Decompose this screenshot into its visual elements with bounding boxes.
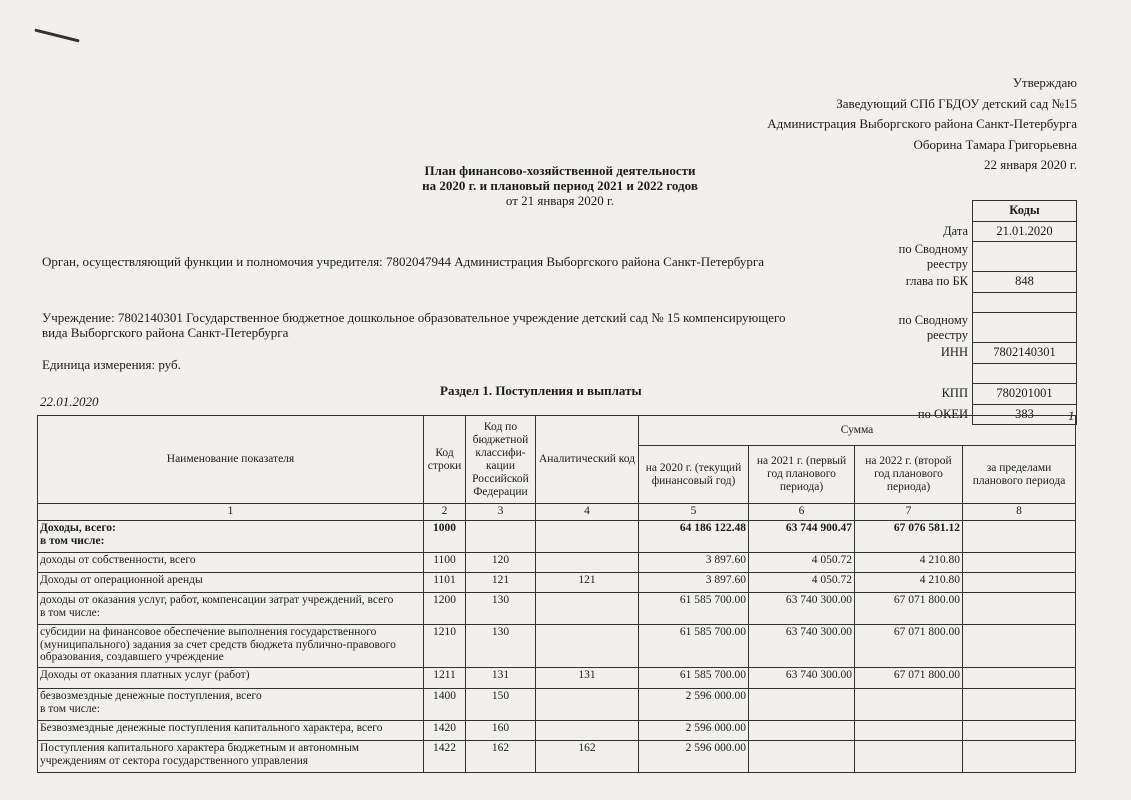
- col-num: 6: [749, 504, 855, 521]
- row-budget-code: 150: [466, 689, 536, 721]
- code-value: [973, 292, 1077, 313]
- row-analytic-code: [536, 689, 639, 721]
- row-value-beyond: [963, 741, 1076, 773]
- approval-line: Заведующий СПб ГБДОУ детский сад №15: [836, 95, 1077, 111]
- pen-mark: [34, 28, 79, 42]
- row-value-2021: 63 740 300.00: [749, 625, 855, 668]
- table-row: [38, 689, 1076, 721]
- row-line-code: 1210: [424, 625, 466, 668]
- row-value-2020: 64 186 122.48: [639, 521, 749, 553]
- row-name: Доходы от операционной аренды: [38, 573, 424, 593]
- row-name: безвозмездные денежные поступления, всего в том числе:: [38, 689, 424, 721]
- row-value-2021: 63 744 900.47: [749, 521, 855, 553]
- row-budget-code: 121: [466, 573, 536, 593]
- row-value-2022: [855, 741, 963, 773]
- row-value-2020: 61 585 700.00: [639, 668, 749, 689]
- header-analytic-code: Аналитический код: [536, 416, 639, 504]
- row-name: Поступления капитального характера бюджетным и автономным учреждениям от сектора государственного управления: [38, 741, 424, 773]
- row-value-2022: 4 210.80: [855, 573, 963, 593]
- code-label: глава по БК: [905, 274, 968, 289]
- title-line: План финансово-хозяйственной деятельности: [424, 163, 696, 178]
- header-sum: Сумма: [639, 416, 1076, 446]
- row-budget-code: 162: [466, 741, 536, 773]
- row-value-2021: 4 050.72: [749, 573, 855, 593]
- row-line-code: 1101: [424, 573, 466, 593]
- row-value-2021: 4 050.72: [749, 553, 855, 573]
- row-value-2020: 3 897.60: [639, 573, 749, 593]
- table-row: [38, 573, 1076, 593]
- code-value: 21.01.2020: [973, 221, 1077, 242]
- codes-header: Коды: [973, 201, 1077, 222]
- row-value-2022: 67 071 800.00: [855, 625, 963, 668]
- header-2022: на 2022 г. (второй год планового периода): [855, 446, 963, 504]
- row-value-2022: 67 071 800.00: [855, 593, 963, 625]
- approval-line: Утверждаю: [1012, 75, 1077, 90]
- approval-block: [767, 73, 1077, 176]
- table-body: [38, 521, 1076, 773]
- row-budget-code: 130: [466, 593, 536, 625]
- row-value-2020: 2 596 000.00: [639, 689, 749, 721]
- code-value: 780201001: [973, 384, 1077, 405]
- header-name: Наименование показателя: [38, 416, 424, 504]
- row-name: Доходы, всего: в том числе:: [38, 521, 424, 553]
- row-name: Безвозмездные денежные поступления капитального характера, всего: [38, 721, 424, 741]
- header-line-code: Код строки: [424, 416, 466, 504]
- row-value-2020: 2 596 000.00: [639, 741, 749, 773]
- row-name: доходы от оказания услуг, работ, компенсации затрат учреждений, всего в том числе:: [38, 593, 424, 625]
- row-analytic-code: [536, 593, 639, 625]
- institution-text: вида Выборгского района Санкт-Петербурга: [42, 325, 289, 340]
- code-label: по Сводному реестру: [898, 312, 968, 342]
- row-value-beyond: [963, 625, 1076, 668]
- row-analytic-code: [536, 521, 639, 553]
- code-label: [870, 363, 973, 384]
- approval-line: 22 января 2020 г.: [983, 157, 1077, 172]
- column-number-row: [38, 504, 1076, 521]
- col-num: 8: [963, 504, 1076, 521]
- row-analytic-code: [536, 625, 639, 668]
- col-num: 5: [639, 504, 749, 521]
- row-line-code: 1211: [424, 668, 466, 689]
- table-row: [38, 593, 1076, 625]
- row-name: доходы от собственности, всего: [38, 553, 424, 573]
- header-beyond: за пределами планового периода: [963, 446, 1076, 504]
- title-line: на 2020 г. и плановый период 2021 и 2022 годов: [422, 178, 698, 193]
- row-analytic-code: 162: [536, 741, 639, 773]
- code-label: ИНН: [940, 345, 968, 360]
- document-title: [330, 163, 790, 208]
- print-date: 22.01.2020: [40, 394, 99, 409]
- row-value-beyond: [963, 721, 1076, 741]
- col-num: 1: [38, 504, 424, 521]
- table-row: [38, 625, 1076, 668]
- header-2020: на 2020 г. (текущий финансовый год): [639, 446, 749, 504]
- section-title: Раздел 1. Поступления и выплаты: [440, 383, 642, 398]
- row-analytic-code: [536, 721, 639, 741]
- row-analytic-code: [536, 553, 639, 573]
- row-value-2022: 67 076 581.12: [855, 521, 963, 553]
- row-value-2020: 61 585 700.00: [639, 625, 749, 668]
- page-number: 1: [1068, 408, 1075, 423]
- code-value: [973, 242, 1077, 272]
- founder-line: Орган, осуществляющий функции и полномочия учредителя: 7802047944 Администрация Выборгского района Санкт-Петербурга: [42, 254, 765, 269]
- code-label: [870, 292, 973, 313]
- row-line-code: 1422: [424, 741, 466, 773]
- row-name: Доходы от оказания платных услуг (работ): [38, 668, 424, 689]
- row-value-beyond: [963, 521, 1076, 553]
- row-line-code: 1100: [424, 553, 466, 573]
- table-row: [38, 668, 1076, 689]
- table-row: [38, 741, 1076, 773]
- col-num: 2: [424, 504, 466, 521]
- table-row: [38, 521, 1076, 553]
- unit-line: Единица измерения: руб.: [42, 357, 181, 372]
- row-value-beyond: [963, 573, 1076, 593]
- approval-line: Администрация Выборгского района Санкт-Петербурга: [767, 116, 1077, 131]
- row-value-2022: [855, 689, 963, 721]
- row-value-2022: 4 210.80: [855, 553, 963, 573]
- col-num: 7: [855, 504, 963, 521]
- row-value-2021: 63 740 300.00: [749, 668, 855, 689]
- row-value-2021: [749, 689, 855, 721]
- code-value: [973, 313, 1077, 343]
- title-date: от 21 января 2020 г.: [505, 193, 615, 208]
- row-value-2022: [855, 721, 963, 741]
- row-budget-code: 131: [466, 668, 536, 689]
- row-budget-code: 120: [466, 553, 536, 573]
- code-label: КПП: [941, 386, 968, 401]
- row-value-beyond: [963, 689, 1076, 721]
- code-value: [973, 363, 1077, 384]
- row-name: субсидии на финансовое обеспечение выполнения государственного (муниципального) задания за счет средств бюджета публично-правового образования, создавшего учреждение: [38, 625, 424, 668]
- header-2021: на 2021 г. (первый год планового периода): [749, 446, 855, 504]
- row-analytic-code: 131: [536, 668, 639, 689]
- table-row: [38, 721, 1076, 741]
- row-budget-code: 160: [466, 721, 536, 741]
- row-value-2021: 63 740 300.00: [749, 593, 855, 625]
- approval-line: Оборина Тамара Григорьевна: [913, 136, 1077, 152]
- row-value-2020: 61 585 700.00: [639, 593, 749, 625]
- row-value-2021: [749, 741, 855, 773]
- row-value-beyond: [963, 668, 1076, 689]
- row-analytic-code: 121: [536, 573, 639, 593]
- row-value-2020: 3 897.60: [639, 553, 749, 573]
- row-value-beyond: [963, 553, 1076, 573]
- col-num: 3: [466, 504, 536, 521]
- code-value: 848: [973, 272, 1077, 293]
- codes-table: [870, 200, 1077, 425]
- row-line-code: 1420: [424, 721, 466, 741]
- row-value-2022: 67 071 800.00: [855, 668, 963, 689]
- row-line-code: 1000: [424, 521, 466, 553]
- institution-line: [42, 310, 842, 340]
- row-value-2021: [749, 721, 855, 741]
- row-value-beyond: [963, 593, 1076, 625]
- code-label: по ОКЕИ: [917, 406, 968, 421]
- row-line-code: 1400: [424, 689, 466, 721]
- institution-text: Учреждение: 7802140301 Государственное бюджетное дошкольное образовательное учреждение детский сад № 15 компенсирующего: [42, 310, 786, 325]
- code-label: Дата: [943, 223, 968, 238]
- table-row: [38, 553, 1076, 573]
- row-line-code: 1200: [424, 593, 466, 625]
- header-budget-code: Код по бюджетной классифи-кации Российской Федерации: [466, 416, 536, 504]
- row-value-2020: 2 596 000.00: [639, 721, 749, 741]
- col-num: 4: [536, 504, 639, 521]
- row-budget-code: 130: [466, 625, 536, 668]
- code-value: 383: [973, 404, 1077, 425]
- code-value: 7802140301: [973, 343, 1077, 364]
- row-budget-code: [466, 521, 536, 553]
- income-table: [37, 415, 1076, 773]
- code-label: по Сводному реестру: [898, 241, 968, 271]
